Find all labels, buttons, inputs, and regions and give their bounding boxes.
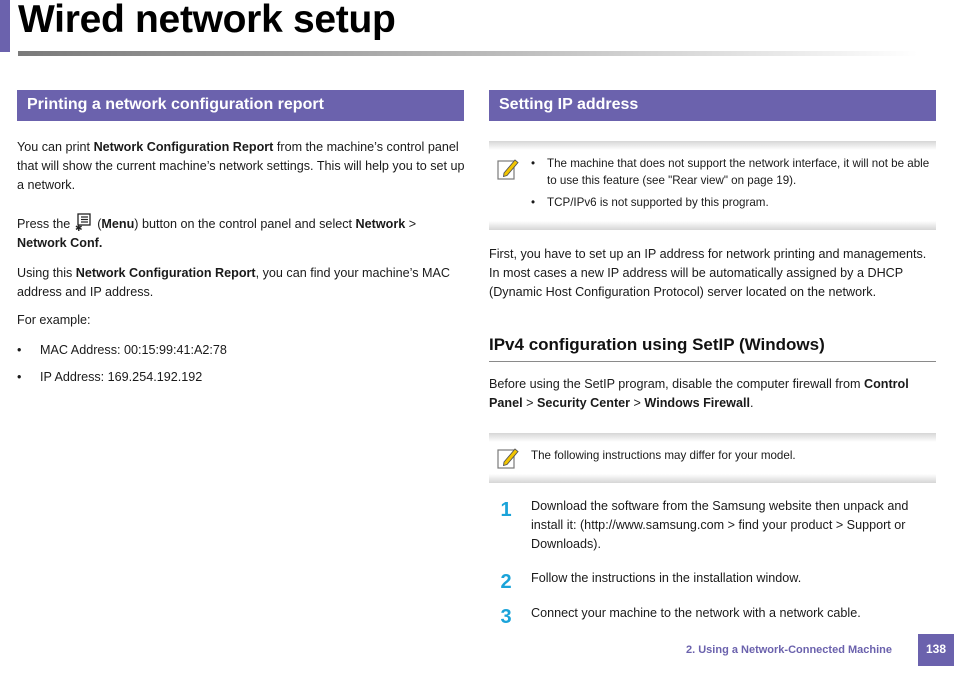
svg-text:✱: ✱ [74,224,83,232]
subheading-ipv4-setip: IPv4 configuration using SetIP (Windows) [489,335,825,354]
page-title: Wired network setup [18,0,396,41]
section-heading-network-report: Printing a network configuration report [17,90,464,121]
title-side-bar [0,0,10,52]
step-text-follow: Follow the instructions in the installation window. [531,571,802,585]
page-number-badge: 138 [918,634,954,666]
step-text-download: Download the software from the Samsung website then unpack and install it: (http://www.samsung.com > find your product > Support or Downloads). [531,499,909,551]
note-bullet-interface: The machine that does not support the network interface, it will not be able to use this feature (see "Rear view" on page 19). [547,157,930,187]
paragraph-firewall: Before using the SetIP program, disable the computer firewall from Control Panel > Security Center > Windows Firewall. [489,377,909,410]
footer-chapter-link[interactable]: 2. Using a Network-Connected Machine [686,644,892,656]
paragraph-intro: You can print Network Configuration Report from the machine’s control panel that will show the current machine’s network settings. This will help you to set up a network. [17,140,465,192]
subheading-rule [489,361,936,362]
paragraph-press-menu: Press the ✱ (Menu) button on the control panel and select Network > Network Conf. [17,213,467,253]
paragraph-using-report: Using this Network Configuration Report, you can find your machine’s MAC address and IP address. [17,266,450,299]
paragraph-example: For example: [17,313,91,327]
step-number: 1 [500,499,512,521]
note-pencil-icon [497,446,521,470]
section-heading-setting-ip: Setting IP address [489,90,936,121]
note-box-model [489,433,936,483]
note-pencil-icon [497,157,521,181]
menu-icon [75,213,93,232]
step-text-connect: Connect your machine to the network with a network cable. [531,606,861,620]
note-box-limitations: • The machine that does not support the network interface, it will not be able to use this feature (see "Rear view" on page 19). • TCP/IPv6 is not supported by this program. [489,141,936,230]
step-number: 2 [500,571,512,593]
note-model-text: The following instructions may differ for your model. [531,449,796,462]
title-rule [18,51,918,56]
paragraph-ip-intro: First, you have to set up an IP address for network printing and managements. In most cases a new IP address will be automatically assigned by a DHCP (Dynamic Host Configuration Protocol) server located on the network. [489,247,927,299]
step-number: 3 [500,606,512,628]
note-bullet-ipv6: TCP/IPv6 is not supported by this program. [547,196,769,209]
